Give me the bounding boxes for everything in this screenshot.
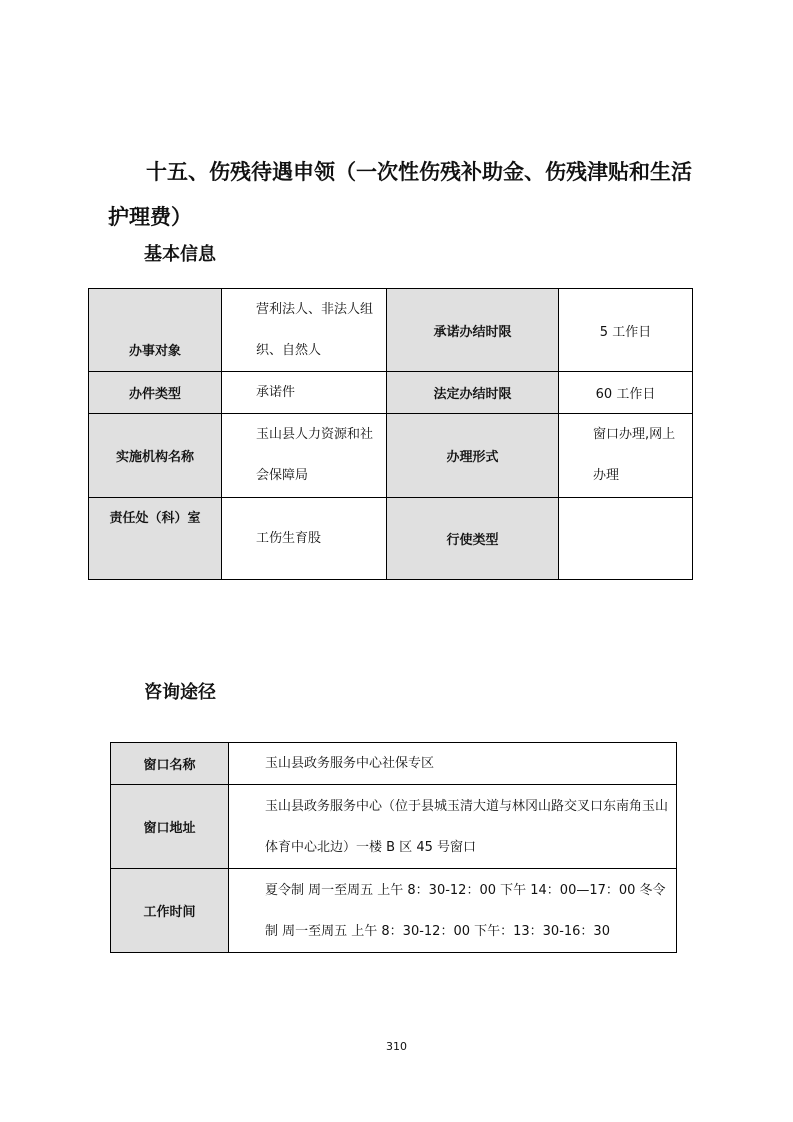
label-working-hours: 工作时间 bbox=[111, 869, 229, 953]
value-handling-form: 窗口办理,网上办理 bbox=[559, 414, 693, 498]
table-row bbox=[89, 289, 693, 372]
label-legal-time: 法定办结时限 bbox=[387, 372, 559, 414]
value-window-name: 玉山县政务服务中心社保专区 bbox=[229, 743, 677, 785]
value-window-address: 玉山县政务服务中心（位于县城玉清大道与林冈山路交叉口东南角玉山体育中心北边）一楼 B 区 45 号窗口 bbox=[229, 785, 677, 869]
value-legal-time: 60 工作日 bbox=[559, 372, 693, 414]
label-case-type: 办件类型 bbox=[89, 372, 222, 414]
title-line-2: 护理费） bbox=[108, 205, 192, 229]
consultation-table bbox=[110, 742, 677, 953]
table-row bbox=[89, 498, 693, 580]
table-row bbox=[111, 785, 677, 869]
label-window-name: 窗口名称 bbox=[111, 743, 229, 785]
page-number: 310 bbox=[386, 1040, 407, 1053]
label-applicant: 办事对象 bbox=[89, 289, 222, 372]
label-exercise-type: 行使类型 bbox=[387, 498, 559, 580]
consultation-heading: 咨询途径 bbox=[144, 682, 216, 703]
label-promised-time: 承诺办结时限 bbox=[387, 289, 559, 372]
label-agency: 实施机构名称 bbox=[89, 414, 222, 498]
label-window-address: 窗口地址 bbox=[111, 785, 229, 869]
value-promised-time: 5 工作日 bbox=[559, 289, 693, 372]
table-row bbox=[89, 414, 693, 498]
value-case-type: 承诺件 bbox=[222, 372, 387, 414]
table-row bbox=[89, 372, 693, 414]
basic-info-heading: 基本信息 bbox=[144, 244, 216, 265]
title-line-1: 十五、伤残待遇申领（一次性伤残补助金、伤残津贴和生活 bbox=[146, 160, 692, 184]
document-title bbox=[108, 150, 708, 240]
value-exercise-type bbox=[559, 498, 693, 580]
table-row bbox=[111, 869, 677, 953]
value-agency: 玉山县人力资源和社会保障局 bbox=[222, 414, 387, 498]
value-department: 工伤生育股 bbox=[222, 498, 387, 580]
label-handling-form: 办理形式 bbox=[387, 414, 559, 498]
table-row bbox=[111, 743, 677, 785]
value-working-hours: 夏令制 周一至周五 上午 8：30-12：00 下午 14：00—17：00 冬令制 周一至周五 上午 8：30-12：00 下午：13：30-16：30 bbox=[229, 869, 677, 953]
label-department: 责任处（科）室 bbox=[89, 498, 222, 580]
value-applicant: 营利法人、非法人组织、自然人 bbox=[222, 289, 387, 372]
basic-info-table bbox=[88, 288, 693, 580]
